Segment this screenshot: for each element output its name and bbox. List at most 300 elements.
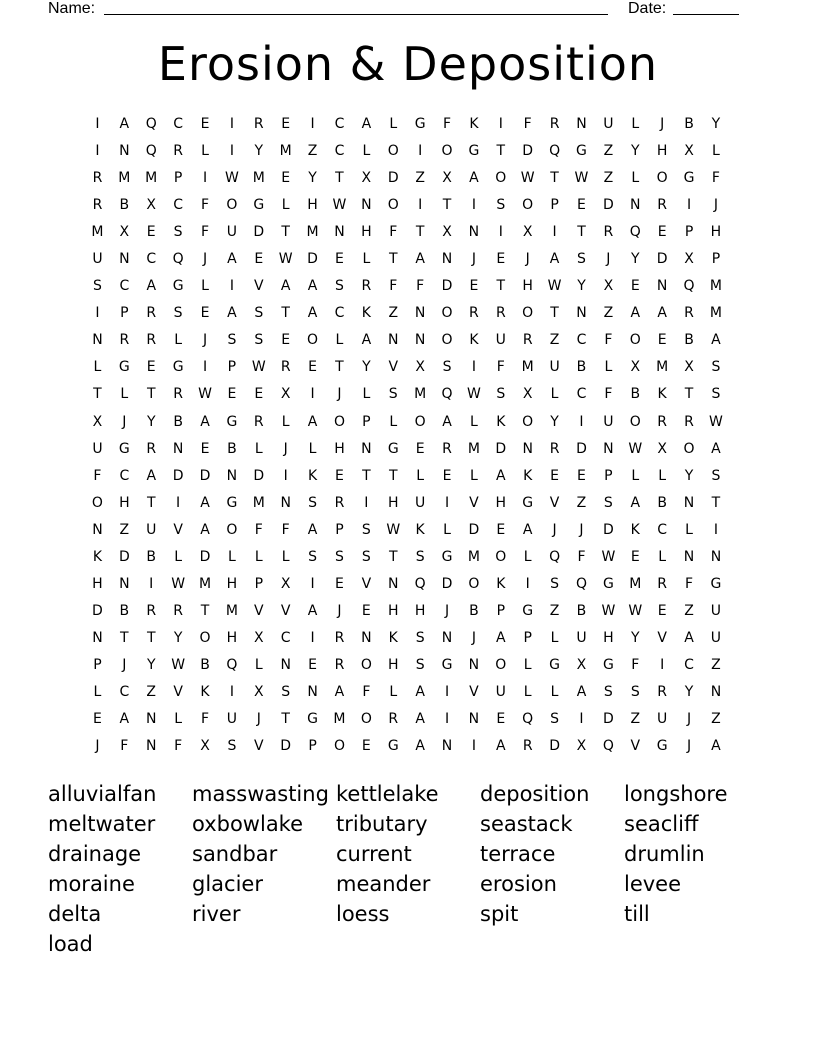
grid-letter: K [630, 521, 640, 538]
grid-letter: X [442, 224, 452, 241]
grid-letter: I [229, 278, 234, 295]
word-list-item: load [48, 932, 93, 956]
name-blank [104, 14, 608, 15]
grid-letter: S [308, 494, 318, 511]
grid-letter: M [467, 548, 480, 565]
grid-letter: B [227, 440, 237, 457]
grid-letter: L [308, 440, 317, 457]
grid-letter: T [550, 305, 559, 322]
grid-letter: J [471, 251, 476, 268]
grid-letter: N [414, 305, 426, 322]
grid-letter: I [444, 494, 450, 511]
grid-letter: D [92, 602, 103, 619]
grid-letter: J [713, 197, 718, 214]
grid-letter: N [710, 548, 722, 565]
grid-letter: N [468, 656, 480, 673]
grid-letter: J [686, 711, 692, 728]
grid-letter: Q [522, 711, 534, 728]
grid-letter: M [467, 440, 480, 457]
grid-letter: A [200, 413, 210, 430]
grid-letter: T [335, 359, 344, 376]
grid-letter: A [307, 278, 318, 295]
grid-letter: B [657, 494, 667, 511]
grid-letter: S [335, 548, 344, 565]
grid-letter: G [522, 602, 534, 619]
grid-letter: A [307, 413, 318, 430]
grid-letter: Q [549, 548, 561, 565]
grid-letter: N [656, 278, 668, 295]
grid-letter: T [550, 170, 559, 187]
grid-letter: A [307, 305, 318, 322]
grid-letter: A [307, 602, 318, 619]
grid-letter: X [576, 738, 587, 755]
grid-letter: M [91, 224, 104, 241]
word-list-item: sandbar [192, 842, 278, 866]
grid-letter: Z [711, 711, 721, 728]
grid-letter: Y [630, 629, 640, 646]
grid-letter: P [684, 224, 694, 241]
grid-letter: I [444, 683, 450, 700]
grid-letter: S [496, 386, 506, 403]
grid-letter: W [171, 656, 186, 673]
grid-letter: F [631, 656, 640, 673]
grid-letter: G [656, 738, 668, 755]
grid-letter: W [278, 251, 293, 268]
grid-letter: P [550, 197, 559, 214]
grid-letter: E [630, 278, 640, 295]
grid-letter: W [574, 170, 589, 187]
grid-letter: C [173, 197, 183, 214]
grid-letter: C [119, 683, 130, 700]
grid-letter: O [414, 413, 426, 430]
grid-letter: Z [549, 602, 560, 619]
grid-letter: P [308, 738, 317, 755]
word-list-item: seacliff [624, 812, 699, 836]
grid-letter: G [172, 278, 184, 295]
grid-letter: M [279, 143, 292, 160]
grid-letter: F [416, 278, 425, 295]
grid-letter: L [523, 656, 532, 673]
grid-letter: Y [550, 413, 559, 430]
grid-letter: S [335, 278, 344, 295]
grid-letter: R [388, 711, 399, 728]
grid-letter: L [254, 656, 263, 673]
grid-letter: X [253, 683, 264, 700]
grid-letter: V [388, 359, 399, 376]
grid-letter: L [631, 116, 640, 132]
word-list-item: delta [48, 902, 102, 926]
grid-letter: G [307, 711, 318, 728]
grid-letter: N [172, 440, 184, 457]
grid-letter: F [442, 116, 452, 132]
grid-letter: N [468, 224, 480, 241]
grid-letter: I [310, 386, 315, 403]
grid-letter: R [442, 440, 452, 457]
grid-letter: N [441, 251, 453, 268]
grid-letter: D [441, 278, 453, 295]
grid-letter: J [256, 711, 261, 728]
grid-letter: S [603, 683, 613, 700]
grid-letter: S [227, 332, 237, 349]
grid-letter: T [684, 386, 694, 403]
grid-letter: D [576, 440, 587, 457]
grid-letter: O [307, 332, 319, 349]
grid-letter: S [550, 575, 560, 592]
grid-letter: R [657, 197, 668, 214]
grid-letter: W [386, 521, 401, 538]
grid-letter: J [95, 738, 100, 755]
grid-letter: R [146, 602, 157, 619]
grid-letter: X [361, 170, 372, 187]
grid-letter: X [280, 386, 291, 403]
grid-letter: D [253, 224, 265, 241]
grid-letter: R [92, 197, 103, 214]
grid-letter: A [496, 738, 506, 755]
grid-letter: U [495, 683, 506, 700]
grid-letter: R [549, 116, 560, 132]
grid-letter: R [253, 413, 264, 430]
grid-letter: S [93, 278, 102, 295]
grid-letter: Y [630, 143, 640, 160]
grid-letter: I [149, 575, 154, 592]
grid-letter: B [173, 413, 183, 430]
grid-letter: H [414, 602, 426, 619]
grid-letter: D [280, 738, 292, 755]
grid-letter: F [577, 548, 586, 565]
grid-letter: F [389, 278, 398, 295]
grid-letter: M [521, 359, 534, 376]
grid-letter: N [388, 332, 399, 349]
grid-letter: F [200, 711, 210, 728]
grid-letter: P [173, 170, 183, 187]
word-list-item: levee [624, 872, 682, 896]
grid-letter: G [226, 413, 238, 430]
grid-letter: D [118, 548, 130, 565]
grid-letter: P [120, 305, 129, 322]
grid-letter: I [525, 575, 530, 592]
grid-letter: U [226, 224, 238, 241]
grid-letter: E [361, 602, 371, 619]
grid-letter: M [198, 575, 212, 592]
grid-letter: T [442, 197, 452, 214]
grid-letter: D [602, 521, 614, 538]
grid-letter: K [496, 575, 506, 592]
grid-letter: T [281, 305, 290, 322]
grid-letter: F [362, 683, 371, 700]
grid-letter: D [172, 467, 184, 484]
grid-letter: N [145, 711, 157, 728]
grid-letter: U [415, 494, 426, 511]
grid-letter: O [91, 494, 103, 511]
grid-letter: N [280, 494, 291, 511]
grid-letter: G [468, 143, 480, 160]
grid-letter: I [176, 494, 181, 511]
grid-letter: L [658, 548, 667, 565]
grid-letter: U [92, 251, 103, 268]
grid-letter: A [469, 170, 479, 187]
grid-letter: A [549, 251, 560, 268]
grid-letter: X [146, 197, 157, 214]
grid-letter: T [146, 386, 156, 403]
grid-letter: D [441, 575, 453, 592]
grid-letter: A [361, 332, 372, 349]
grid-letter: Z [630, 711, 641, 728]
grid-letter: L [389, 116, 398, 132]
grid-letter: W [466, 386, 481, 403]
grid-letter: Z [603, 305, 614, 322]
grid-letter: L [362, 386, 371, 403]
grid-letter: F [120, 738, 129, 755]
grid-letter: T [120, 629, 129, 646]
grid-letter: G [549, 656, 561, 673]
grid-letter: U [226, 711, 238, 728]
grid-letter: L [174, 548, 183, 565]
grid-letter: A [576, 683, 587, 700]
grid-letter: H [307, 197, 318, 214]
grid-letter: E [200, 116, 210, 132]
grid-letter: H [92, 575, 103, 592]
grid-letter: C [173, 116, 183, 132]
grid-letter: A [630, 494, 641, 511]
grid-letter: I [552, 224, 557, 241]
grid-letter: J [283, 440, 288, 457]
grid-letter: J [444, 602, 450, 619]
grid-letter: R [334, 656, 345, 673]
grid-letter: T [711, 494, 721, 511]
grid-letter: U [576, 629, 587, 646]
grid-letter: I [202, 359, 208, 376]
grid-letter: K [415, 521, 425, 538]
grid-letter: G [710, 575, 722, 592]
grid-letter: E [496, 711, 506, 728]
grid-letter: H [656, 143, 668, 160]
grid-letter: H [387, 494, 399, 511]
grid-letter: F [604, 332, 613, 349]
grid-letter: J [525, 251, 530, 268]
grid-letter: N [361, 440, 372, 457]
grid-letter: I [418, 197, 423, 214]
grid-letter: O [495, 548, 507, 565]
word-list-item: erosion [480, 872, 557, 896]
grid-letter: K [361, 305, 371, 322]
grid-letter: V [657, 629, 667, 646]
grid-letter: M [225, 602, 238, 619]
grid-letter: N [603, 440, 614, 457]
grid-letter: A [119, 116, 130, 132]
grid-letter: A [334, 683, 345, 700]
grid-letter: D [549, 738, 560, 755]
grid-letter: W [224, 170, 239, 187]
grid-letter: B [119, 602, 130, 619]
grid-letter: J [122, 413, 127, 430]
grid-letter: B [630, 386, 641, 403]
grid-letter: O [522, 413, 534, 430]
grid-letter: F [174, 738, 183, 755]
grid-letter: H [226, 575, 238, 592]
grid-letter: M [709, 305, 722, 322]
grid-letter: R [334, 494, 345, 511]
grid-letter: W [601, 548, 616, 565]
grid-letter: J [660, 116, 665, 132]
grid-letter: E [254, 251, 264, 268]
grid-letter: G [118, 359, 130, 376]
grid-letter: I [229, 116, 234, 132]
grid-letter: N [576, 305, 587, 322]
word-list-item: drumlin [624, 842, 705, 866]
grid-letter: H [710, 224, 722, 241]
grid-letter: S [227, 738, 237, 755]
grid-letter: V [630, 738, 641, 755]
grid-letter: E [308, 359, 317, 376]
grid-letter: T [281, 224, 290, 241]
grid-letter: O [333, 738, 345, 755]
grid-letter: D [656, 251, 668, 268]
grid-letter: E [281, 170, 291, 187]
grid-letter: M [118, 170, 131, 187]
grid-letter: X [92, 413, 103, 430]
grid-letter: R [361, 278, 372, 295]
grid-letter: L [658, 467, 667, 484]
grid-letter: S [603, 494, 613, 511]
page-title: Erosion & Deposition [157, 37, 659, 91]
grid-letter: L [93, 683, 102, 700]
grid-letter: F [200, 224, 210, 241]
grid-letter: R [173, 602, 183, 619]
grid-letter: P [227, 359, 237, 376]
grid-letter: I [471, 738, 476, 755]
grid-letter: S [254, 305, 264, 322]
grid-letter: R [684, 413, 694, 430]
grid-letter: R [495, 305, 506, 322]
grid-letter: R [146, 305, 157, 322]
grid-letter: S [361, 548, 371, 565]
grid-letter: E [657, 224, 667, 241]
grid-letter: R [657, 413, 668, 430]
grid-letter: Z [119, 521, 130, 538]
grid-letter: C [657, 521, 668, 538]
grid-letter: L [416, 467, 425, 484]
grid-letter: T [388, 548, 398, 565]
grid-letter: V [254, 738, 264, 755]
grid-letter: F [93, 467, 102, 484]
grid-letter: I [229, 143, 234, 160]
grid-letter: J [686, 738, 692, 755]
grid-letter: C [146, 251, 157, 268]
grid-letter: O [495, 656, 507, 673]
grid-letter: K [469, 116, 479, 132]
grid-letter: G [522, 494, 534, 511]
grid-letter: K [307, 467, 318, 484]
grid-letter: I [310, 629, 315, 646]
grid-letter: Q [683, 278, 695, 295]
grid-letter: Q [226, 656, 238, 673]
grid-letter: M [333, 711, 346, 728]
grid-letter: N [119, 251, 130, 268]
grid-letter: S [388, 386, 398, 403]
grid-letter: T [388, 467, 398, 484]
grid-letter: E [335, 251, 344, 268]
grid-letter: W [198, 386, 212, 403]
grid-letter: O [441, 143, 453, 160]
grid-letter: E [308, 656, 317, 673]
grid-letter: S [415, 656, 425, 673]
grid-letter: Y [173, 629, 183, 646]
grid-letter: E [361, 738, 371, 755]
grid-letter: H [387, 602, 399, 619]
grid-letter: V [254, 278, 264, 295]
grid-letter: F [281, 521, 290, 538]
grid-letter: T [415, 224, 425, 241]
grid-letter: B [469, 602, 479, 619]
grid-letter: P [711, 251, 721, 268]
grid-letter: Y [630, 251, 640, 268]
grid-letter: X [603, 278, 614, 295]
grid-letter: A [200, 521, 210, 538]
grid-letter: N [92, 332, 103, 349]
grid-letter: S [308, 548, 318, 565]
grid-letter: N [683, 548, 695, 565]
grid-letter: I [686, 197, 692, 214]
date-blank [673, 14, 739, 15]
grid-letter: I [498, 224, 503, 241]
grid-letter: D [199, 467, 211, 484]
grid-letter: L [470, 467, 478, 484]
grid-letter: S [415, 548, 425, 565]
grid-letter: S [577, 251, 586, 268]
grid-letter: H [361, 224, 372, 241]
date-label: Date: [628, 0, 667, 17]
grid-letter: I [202, 170, 208, 187]
grid-letter: X [684, 143, 694, 160]
grid-letter: R [684, 305, 694, 322]
grid-letter: P [362, 413, 371, 430]
grid-letter: V [173, 521, 183, 538]
grid-letter: P [604, 467, 613, 484]
grid-letter: F [523, 116, 532, 132]
grid-letter: F [711, 170, 720, 187]
grid-letter: W [547, 278, 562, 295]
grid-letter: Y [711, 116, 721, 132]
word-list-item: kettlelake [336, 782, 439, 806]
grid-letter: X [415, 359, 425, 376]
grid-letter: M [252, 170, 265, 187]
grid-letter: V [173, 683, 183, 700]
grid-letter: R [469, 305, 479, 322]
grid-letter: T [496, 143, 506, 160]
grid-letter: H [495, 494, 507, 511]
word-list-item: loess [336, 902, 390, 926]
grid-letter: A [522, 521, 533, 538]
grid-letter: U [657, 711, 668, 728]
grid-letter: M [414, 386, 427, 403]
grid-letter: N [307, 683, 318, 700]
grid-letter: C [334, 116, 345, 132]
grid-letter: R [92, 170, 103, 187]
grid-letter: D [522, 143, 534, 160]
grid-letter: L [335, 332, 344, 349]
grid-letter: E [335, 575, 344, 592]
grid-letter: R [173, 143, 183, 160]
grid-letter: T [146, 629, 156, 646]
word-list-item: longshore [624, 782, 728, 806]
grid-letter: U [710, 602, 722, 619]
grid-letter: L [712, 143, 720, 160]
grid-letter: T [362, 467, 371, 484]
grid-letter: V [361, 575, 372, 592]
grid-letter: G [602, 656, 614, 673]
grid-letter: X [684, 251, 694, 268]
grid-letter: G [118, 440, 130, 457]
